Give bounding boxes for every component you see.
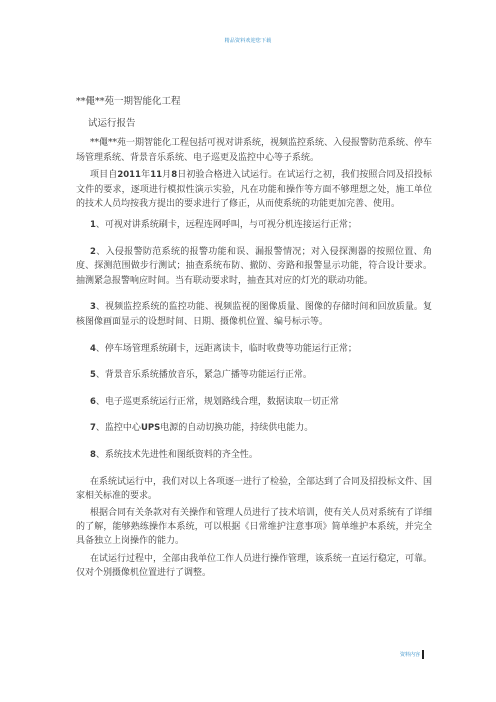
header-watermark: 精品资料欢迎您下载 [224,38,272,44]
intro-paragraph: **僶**苑一期智能化工程包括可视对讲系统，视频监控系统、入侵报警防范系统、停车场管理系统、背景音乐系统、电子巡更及监控中心等子系统。 [76,138,433,163]
document-body [76,96,432,583]
closing-paragraph: 在试运行过程中，全部由我单位工作人员进行操作管理，该系统一直运行稳定，可靠。仅对个别摄像机位置进行了调整。 [76,553,433,578]
document-title: **僶**苑一期智能化工程 [76,96,181,107]
footer-watermark-text: 资料内容 [399,652,420,658]
para2-year-unit: 年 [140,170,151,181]
item-text: 、入侵报警防范系统的报警功能和误、漏报警情况；对入侵探测器的按照位置、角度、探测范围做步行测试；抽查系统布防、撤防、旁路和报警显示功能，符合设计要求。抽测紧急报警响应时间。当有联动要求时，抽查其对应的灯光的联动功能。 [76,246,432,286]
page-edge-bar [422,650,424,659]
closing-paragraph: 根据合同有关条款对有关操作和管理人员进行了技术培训，使有关人员对系统有了详细的了解，能够熟练操作本系统，可以根据《日常维护注意事项》简单维护本系统，并完全具备独立上岗操作的能力。 [76,507,433,547]
list-item [76,448,432,463]
item-number: 2 [90,246,96,257]
item-number: 8 [90,449,96,460]
year-value: 2011 [117,170,141,181]
item-number: 4 [90,343,96,354]
footer-watermark [400,650,424,659]
item-number: 7 [90,423,96,434]
item-text-continued: 电源的自动切换功能，持续供电能力。 [160,423,314,434]
item-text: 、系统技术先进性和图纸资料的齐全性。 [95,449,258,460]
day-value: 8 [171,170,178,181]
document-subtitle: 试运行报告 [88,118,136,129]
para2-month-unit: 月 [162,170,172,181]
list-item [76,245,432,289]
item-text: 、可视对讲系统刷卡，远程连网呼叫，与可视分机连接运行正常； [95,219,357,230]
month-value: 11 [150,170,163,181]
item-number: 3 [90,302,96,313]
list-item [76,342,432,357]
item-text: 、电子巡更系统运行正常，规划路线合理，数据读取一切正常 [95,396,339,407]
item-text: 、停车场管理系统刷卡，远距离读卡，临时收费等功能运行正常； [95,343,357,354]
para2-prefix: 项目自 [90,170,118,181]
list-item [76,300,432,329]
item-text: 、监控中心 [95,423,141,434]
item-number: 1 [90,219,96,230]
item-text: 、背景音乐系统播放音乐，紧急广播等功能运行正常。 [95,370,312,381]
list-item [76,421,432,436]
list-item [76,395,432,410]
item-text: 、视频监控系统的监控功能、视频监视的图像质量、图像的存储时间和回放质量。复核图像画面显示的设想时间、日期、摄像机位置、编号标示等。 [76,302,432,327]
item-number: 6 [90,396,96,407]
item-number: 5 [90,370,96,381]
closing-paragraph: 在系统试运行中，我们对以上各项逐一进行了检验，全部达到了合同及招投标文件、国家相关标准的要求。 [76,476,433,501]
para2-rest: 日初验合格进入试运行。在试运行之初，我们按照合同及招投标文件的要求，逐项进行模拟性演示实验，凡在功能和操作等方面不够理想之处，施工单位的技术人员均按我方提出的要求进行了修正，从而使系统的功能更加完善、使用。 [76,170,432,210]
ups-label: UPS [140,423,161,434]
list-item [76,218,432,233]
start-date-paragraph [76,168,432,212]
list-item [76,368,432,383]
